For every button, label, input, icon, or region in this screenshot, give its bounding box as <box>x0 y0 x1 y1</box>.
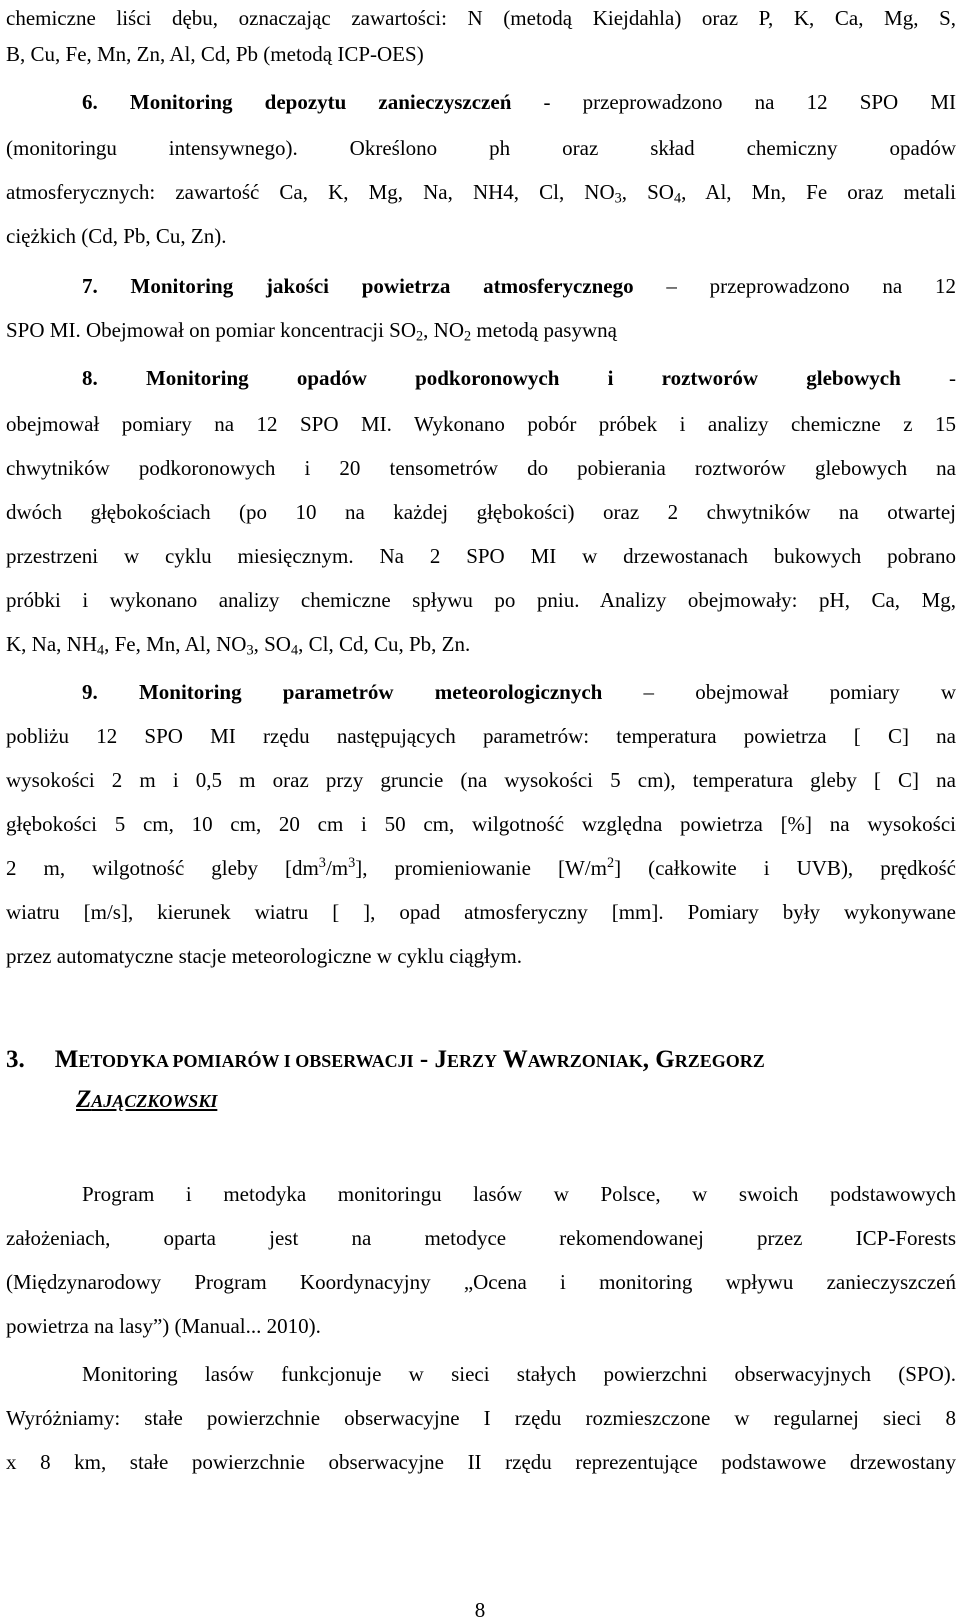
heading-text-run: M <box>54 1046 79 1073</box>
paragraph-line <box>6 934 956 978</box>
list-item-7 <box>82 264 956 308</box>
list-item-9 <box>82 670 956 714</box>
subscript: 2 <box>464 328 472 345</box>
item-title: Monitoring opadów podkoronowych i roztworów glebowych <box>145 366 901 390</box>
paragraph-line <box>6 308 956 352</box>
text: próbki i wykonano analizy chemiczne spływu po pniu. Analizy obejmowały: pH, Ca, Mg, <box>6 588 956 612</box>
paragraph-line <box>6 714 956 758</box>
paragraph-line <box>6 32 956 76</box>
item-number: 6. <box>82 90 98 114</box>
paragraph-line <box>6 802 956 846</box>
section-number: 3. <box>6 1046 25 1073</box>
paragraph-line <box>6 758 956 802</box>
paragraph-line <box>6 1440 956 1484</box>
section-title-line-1 <box>55 1046 765 1073</box>
item-number: 8. <box>82 366 98 390</box>
text: wysokości 2 m i 0,5 m oraz przy gruncie (na wysokości 5 cm), temperatura gleby [ C] na <box>6 768 956 792</box>
text: ] (całkowite i UVB), prędkość <box>614 856 956 880</box>
subscript: 4 <box>96 642 105 659</box>
paragraph-line <box>6 622 956 666</box>
superscript: 3 <box>318 855 326 872</box>
section-heading-line-2 <box>76 1080 217 1121</box>
text: , NO <box>423 318 465 342</box>
text: wiatru [m/s], kierunek wiatru [ ], opad atmosferyczny [mm]. Pomiary były wykonywane <box>6 900 956 924</box>
text: , Fe, Mn, Al, NO <box>104 632 247 656</box>
text: ciężkich (Cd, Pb, Cu, Zn). <box>6 224 227 248</box>
item-title: Monitoring jakości powietrza atmosferycznego <box>130 274 634 298</box>
paragraph-line <box>6 1304 956 1348</box>
text: – przeprowadzono na 12 <box>633 274 956 298</box>
heading-text-run: W <box>496 1046 528 1073</box>
text: obejmował pomiary na 12 SPO MI. Wykonano pobór próbek i analizy chemiczne z 15 <box>6 412 956 436</box>
text: głębokości 5 cm, 10 cm, 20 cm i 50 cm, wilgotność względna powietrza [%] na wysokości <box>6 812 956 836</box>
text: - przeprowadzono na 12 SPO MI <box>511 90 956 114</box>
text: 2 m, wilgotność gleby [dm <box>6 856 319 880</box>
page-number: 8 <box>474 1598 486 1622</box>
paragraph-line <box>6 1260 956 1304</box>
item-title: Monitoring parametrów meteorologicznych <box>138 680 603 704</box>
text: (Międzynarodowy Program Koordynacyjny „Ocena i monitoring wpływu zanieczyszczeń <box>6 1270 956 1294</box>
text: SPO MI. Obejmował on pomiar koncentracji SO <box>6 318 417 342</box>
item-title: Monitoring depozytu zanieczyszczeń <box>129 90 512 114</box>
superscript: 2 <box>606 855 615 872</box>
heading-text-run: Z <box>76 1086 92 1113</box>
paragraph-line <box>6 846 956 890</box>
heading-text-run: , G <box>642 1046 675 1073</box>
text: (monitoringu intensywnego). Określono ph oraz skład chemiczny opadów <box>6 136 956 160</box>
heading-text-run: - J <box>413 1046 447 1073</box>
text: metodą pasywną <box>471 318 617 342</box>
item-number: 9. <box>82 680 98 704</box>
subscript: 4 <box>673 190 682 207</box>
text: , SO <box>253 632 291 656</box>
text: , Cl, Cd, Cu, Pb, Zn. <box>298 632 471 656</box>
list-item-8 <box>82 356 956 400</box>
text: – obejmował pomiary w <box>602 680 956 704</box>
subscript: 3 <box>614 190 622 207</box>
subscript: 2 <box>416 328 424 345</box>
text: przestrzeni w cyklu miesięcznym. Na 2 SPO MI w drzewostanach bukowych pobrano <box>6 544 956 568</box>
item-number: 7. <box>82 274 98 298</box>
paragraph-line <box>6 1216 956 1260</box>
superscript: 3 <box>348 855 356 872</box>
paragraph-line <box>6 214 956 258</box>
heading-text-run: ETODYKA POMIARÓW I OBSERWACJI <box>78 1051 414 1071</box>
text: powietrza na lasy”) (Manual... 2010). <box>6 1314 321 1338</box>
text: K, Na, NH <box>6 632 97 656</box>
text: pobliżu 12 SPO MI rzędu następujących parametrów: temperatura powietrza [ C] na <box>6 724 956 748</box>
paragraph-line <box>6 578 956 622</box>
text: Program i metodyka monitoringu lasów w Polsce, w swoich podstawowych <box>82 1182 956 1206</box>
text: chwytników podkoronowych i 20 tensometrów do pobierania roztworów glebowych na <box>6 456 956 480</box>
text: , SO <box>621 180 674 204</box>
text: x 8 km, stałe powierzchnie obserwacyjne II rzędu reprezentujące podstawowe drzewostany <box>6 1450 956 1474</box>
heading-text-run: ERZY <box>446 1051 497 1071</box>
text: - <box>900 366 956 390</box>
text: Wyróżniamy: stałe powierzchnie obserwacyjne I rzędu rozmieszczone w regularnej sieci 8 <box>6 1406 956 1430</box>
text: dwóch głębokościach (po 10 na każdej głębokości) oraz 2 chwytników na otwartej <box>6 500 956 524</box>
paragraph-line <box>6 534 956 578</box>
heading-text-run: AWRZONIAK <box>527 1051 643 1071</box>
paragraph-line <box>6 890 956 934</box>
paragraph-line <box>6 126 956 170</box>
paragraph-line <box>6 446 956 490</box>
paragraph-line <box>6 1396 956 1440</box>
paragraph-line <box>82 1172 956 1216</box>
section-heading <box>6 1040 765 1081</box>
text: B, Cu, Fe, Mn, Zn, Al, Cd, Pb (metodą ICP-OES) <box>6 42 424 66</box>
heading-text-run: AJĄCZKOWSKI <box>91 1091 218 1111</box>
section-title-line-2 <box>76 1086 217 1113</box>
text: przez automatyczne stacje meteorologiczne w cyklu ciągłym. <box>6 944 523 968</box>
heading-text-run: RZEGORZ <box>674 1051 765 1071</box>
text: założeniach, oparta jest na metodyce rekomendowanej przez ICP-Forests <box>6 1226 956 1250</box>
paragraph-line <box>6 402 956 446</box>
paragraph-line <box>82 1352 956 1396</box>
list-item-6 <box>82 80 956 124</box>
subscript: 3 <box>246 642 254 659</box>
text: atmosferycznych: zawartość Ca, K, Mg, Na, NH4, Cl, NO <box>6 180 615 204</box>
text: /m <box>325 856 349 880</box>
paragraph-line <box>6 490 956 534</box>
subscript: 4 <box>290 642 299 659</box>
text: ], promieniowanie [W/m <box>355 856 607 880</box>
paragraph-line <box>6 170 956 214</box>
text: Monitoring lasów funkcjonuje w sieci stałych powierzchni obserwacyjnych (SPO). <box>82 1362 956 1386</box>
text: , Al, Mn, Fe oraz metali <box>681 180 956 204</box>
text: chemiczne liści dębu, oznaczając zawartości: N (metodą Kiejdahla) oraz P, K, Ca, Mg, S, <box>6 6 956 30</box>
